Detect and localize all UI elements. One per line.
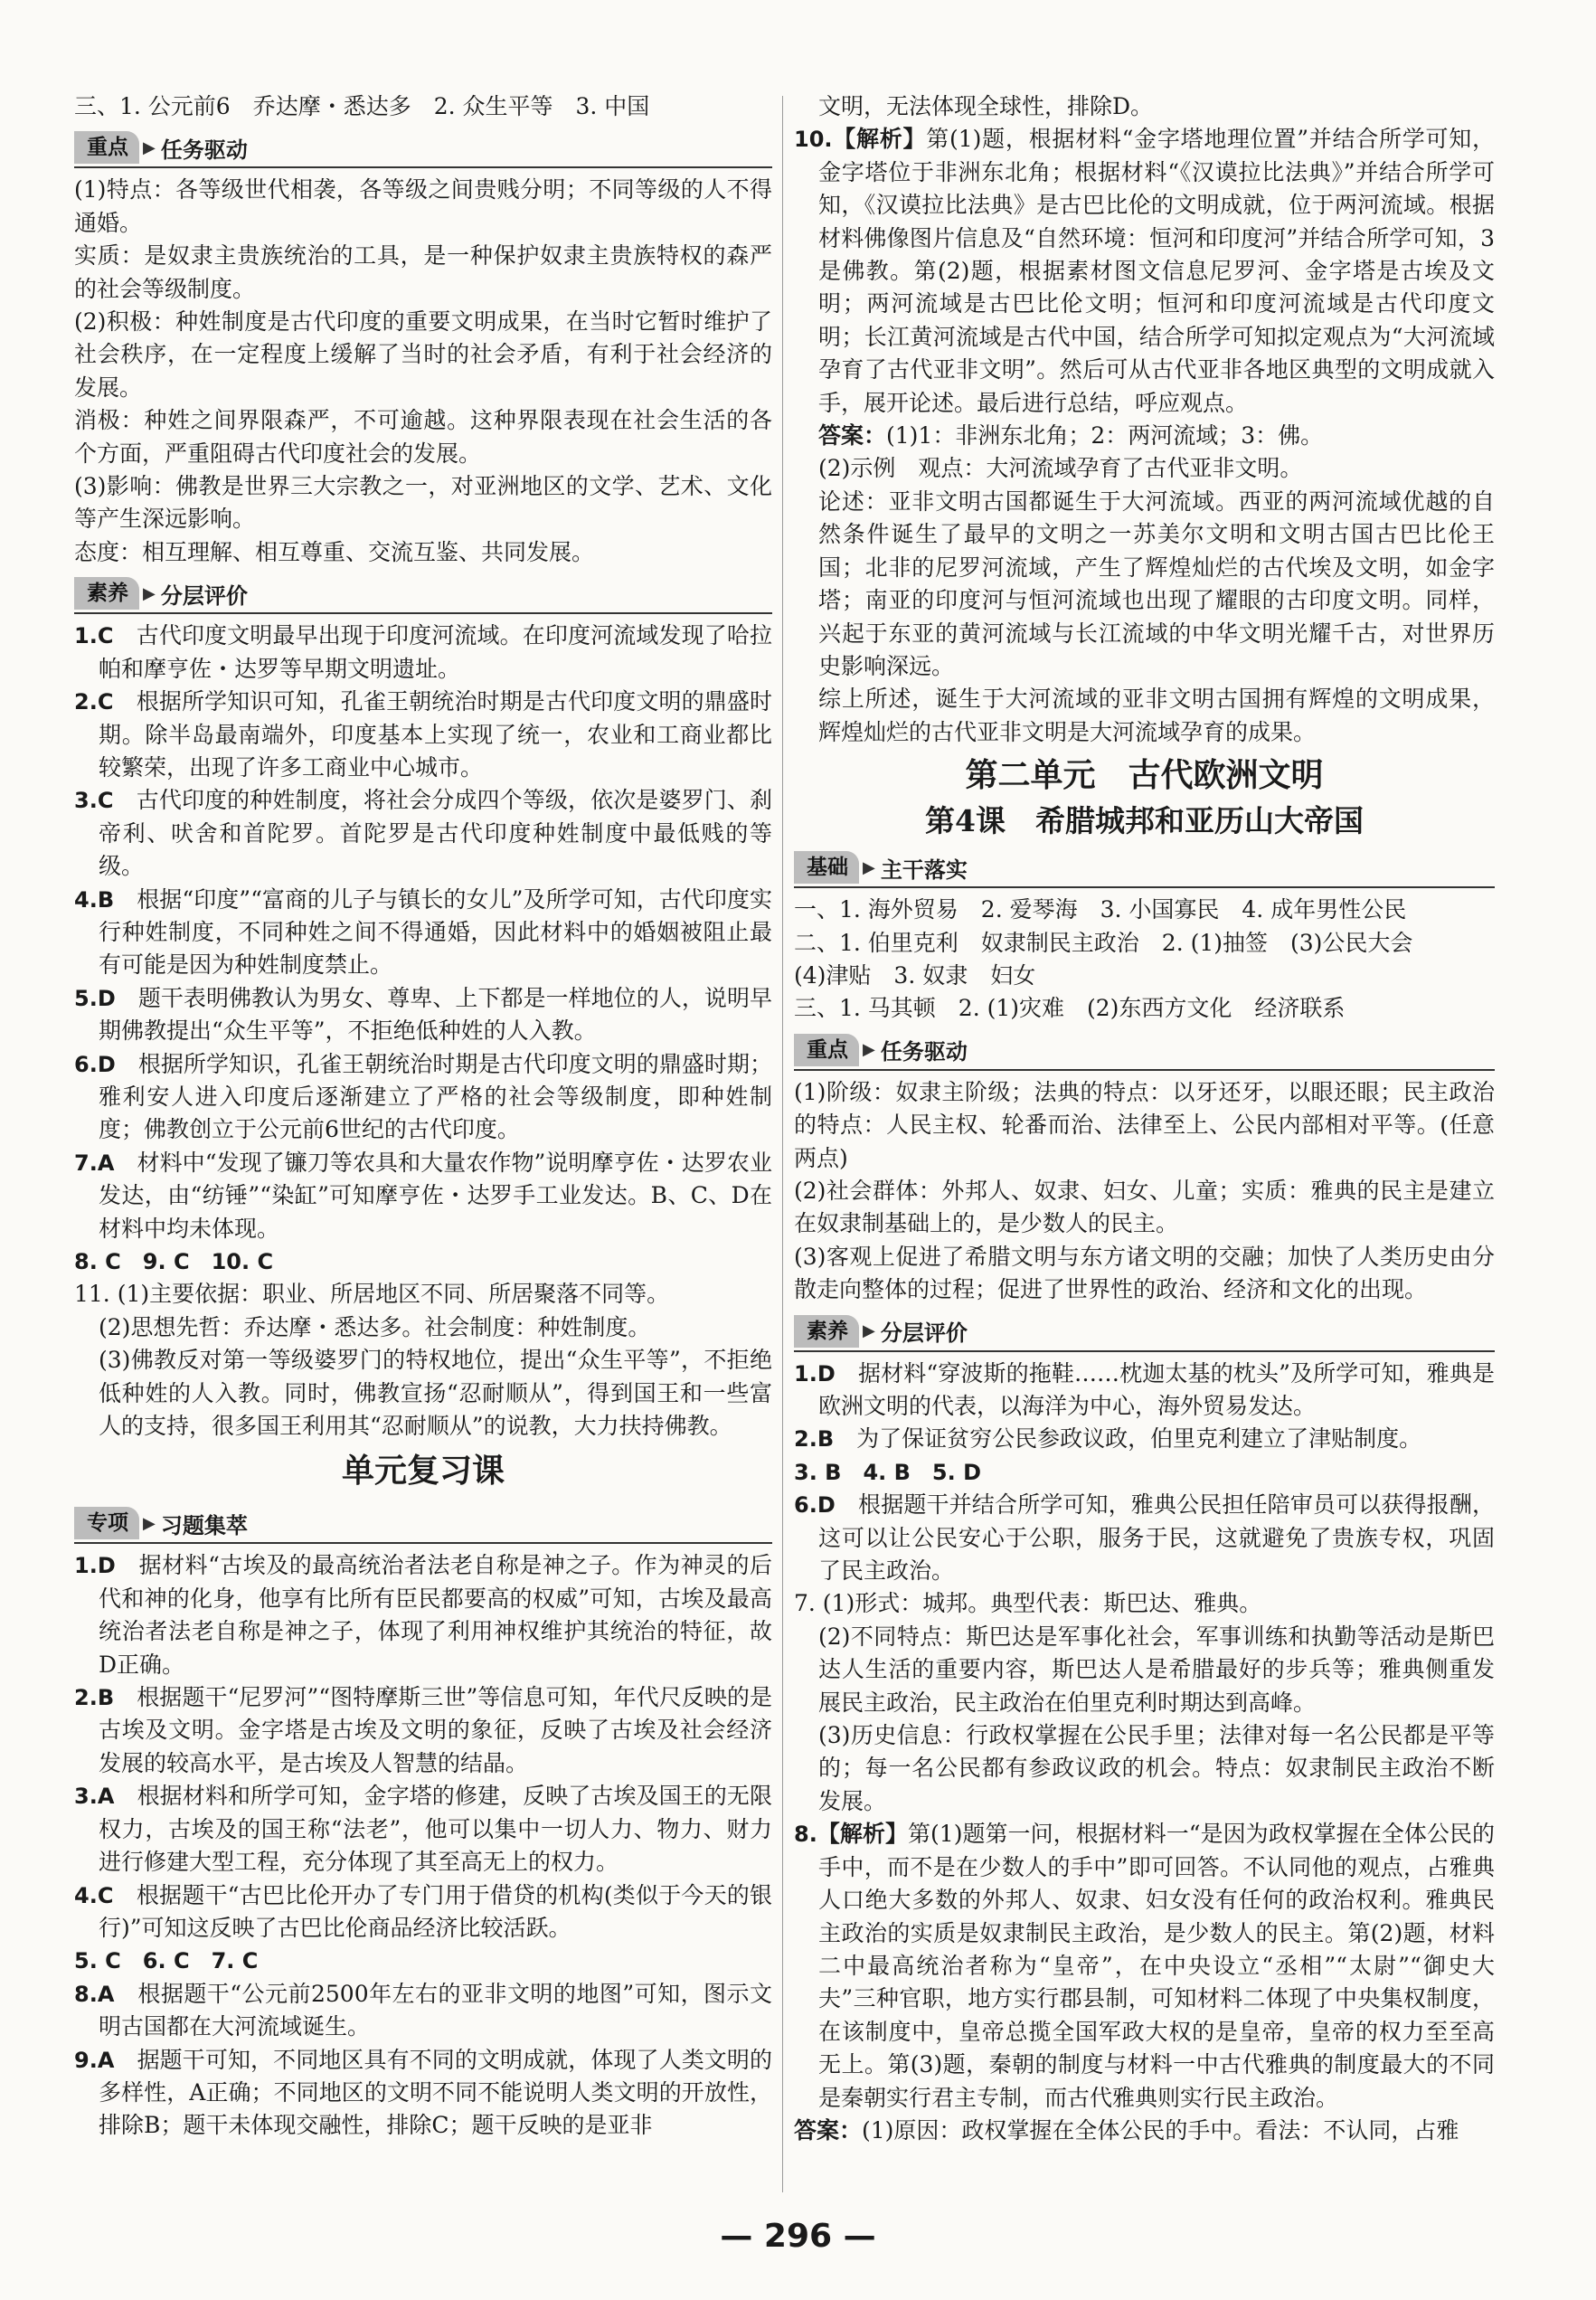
- triangle-right-icon: ▶: [863, 857, 875, 877]
- answer-line: (1)阶级：奴隶主阶级；法典的特点：以牙还牙，以眼还眼；民主政治的特点：人民主权、轮番而治、法律至上、公民内部相对平等。(任意两点): [794, 1078, 1495, 1171]
- question-7-line: 7. (1)形式：城邦。典型代表：斯巴达、雅典。: [794, 1590, 1262, 1617]
- section-title: 分层评价: [880, 1320, 968, 1347]
- section-tag: 重点: [74, 131, 139, 164]
- question-item: 2.B 为了保证贫穷公民参政议政，伯里克利建立了津贴制度。: [794, 1425, 1422, 1453]
- question-10-answer: 答案：(1)1：非洲东北角；2：两河流域；3：佛。: [818, 422, 1324, 450]
- question-item: 4.C 根据题干“古巴比伦开办了专门用于借贷的机构(类似于今天的银行)”可知这反映了古巴比伦商品经济比较活跃。: [74, 1881, 772, 1941]
- short-answers: 8. C 9. C 10. C: [74, 1249, 274, 1274]
- question-10-answer: (2)示例 观点：大河流域孕育了古代亚非文明。: [818, 455, 1303, 482]
- unit-title: 第二单元 古代欧洲文明: [965, 757, 1324, 795]
- triangle-right-icon: ▶: [143, 1513, 156, 1533]
- question-7-line: (3)历史信息：行政权掌握在公民手里；法律对每一名公民都是平等的；每一名公民都有参政议政的机会。特点：奴隶制民主政治不断发展。: [818, 1722, 1495, 1814]
- question-11-line: (3)佛教反对第一等级婆罗门的特权地位，提出“众生平等”，不拒绝低种姓的人入教。同时，佛教宣扬“忍耐顺从”，得到国王和一些富人的支持，很多国王利用其“忍耐顺从”的说教，大力扶持佛教。: [99, 1347, 772, 1440]
- question-item: 8.A 根据题干“公元前2500年左右的亚非文明的地图”可知，图示文明古国都在大河流域诞生。: [74, 1980, 772, 2040]
- question-10-summary: 综上所述，诞生于大河流域的亚非文明古国拥有辉煌的文明成果，辉煌灿烂的古代亚非文明是大河流域孕育的成果。: [818, 686, 1495, 745]
- page-number: — 296 —: [720, 2218, 876, 2255]
- left-column: [74, 90, 772, 2143]
- question-item: 9.A 据题干可知，不同地区具有不同的文明成就，体现了人类文明的多样性，A正确；不同地区的文明不同不能说明人类文明的开放性，排除B；题干未体现交融性，排除C；题干反映的是亚非: [74, 2046, 772, 2139]
- question-item: 1.D 据材料“古埃及的最高统治者法老自称是神之子。作为神灵的后代和神的化身，他享有比所有臣民都要高的权威”可知，古埃及最高统治者法老自称是神之子，体现了利用神权维护其统治的特征，故D正确。: [74, 1552, 772, 1678]
- question-8-answer: 答案：(1)原因：政权掌握在全体公民的手中。看法：不认同，占雅: [794, 2116, 1459, 2144]
- section-title: 分层评价: [160, 582, 248, 609]
- unit-review-title: 单元复习课: [341, 1453, 505, 1491]
- answer-line: (2)积极：种姓制度是古代印度的重要文明成果，在当时它暂时维护了社会秩序，在一定程度上缓解了当时的社会矛盾，有利于社会经济的发展。: [74, 308, 772, 401]
- section-header-suyang: [74, 574, 772, 614]
- question-item: 2.C 根据所学知识可知，孔雀王朝统治时期是古代印度文明的鼎盛时期。除半岛最南端外，印度基本上实现了统一，农业和工商业都比较繁荣，出现了许多工商业中心城市。: [74, 688, 772, 781]
- question-11-line: 11. (1)主要依据：职业、所居地区不同、所居聚落不同等。: [74, 1281, 670, 1308]
- question-8-analysis: 8.【解析】第(1)题第一问，根据材料一“是因为政权掌握在全体公民的手中，而不是在少数人的手中”即可回答。不认同他的观点，占雅典人口绝大多数的外邦人、奴隶、妇女没有任何的政治权利。雅典民主政治的实质是奴隶制民主政治，是少数人的民主。第(2)题，材料二中最高统治者称为“皇帝”，在中央设立“丞相”“太尉”“御史大夫”三种官职，地方实行郡县制，可知材料二体现了中央集权制度，在该制度中，皇帝总揽全国军政大权的是皇帝，皇帝的权力至至高无上。第(3)题，秦朝的制度与材料一中古代雅典的制度最大的不同是秦朝实行君主专制，而古代雅典则实行民主政治。: [794, 1821, 1495, 2111]
- question-item: 5.D 题干表明佛教认为男女、尊卑、上下都是一样地位的人，说明早期佛教提出“众生平等”，不拒绝低种姓的人入教。: [74, 984, 772, 1045]
- question-7-line: (2)不同特点：斯巴达是军事化社会，军事训练和执勤等活动是斯巴达人生活的重要内容，斯巴达人是希腊最好的步兵等；雅典侧重发展民主政治，民主政治在伯里克利时期达到高峰。: [818, 1623, 1495, 1716]
- triangle-right-icon: ▶: [143, 137, 156, 157]
- section-header-zhongdian: [794, 1031, 1495, 1071]
- answer-line: 实质：是奴隶主贵族统治的工具，是一种保护奴隶主贵族特权的森严的社会等级制度。: [74, 242, 772, 302]
- answer-line: (1)特点：各等级世代相袭，各等级之间贵贱分明；不同等级的人不得通婚。: [74, 176, 772, 236]
- section-tag: 基础: [794, 851, 859, 884]
- question-11-line: (2)思想先哲：乔达摩・悉达多。社会制度：种姓制度。: [99, 1313, 651, 1340]
- answer-line: 消极：种姓之间界限森严，不可逾越。这种界限表现在社会生活的各个方面，严重阻碍古代印度社会的发展。: [74, 407, 772, 467]
- section-header-suyang: [794, 1312, 1495, 1352]
- short-answers: 3. B 4. B 5. D: [794, 1459, 982, 1485]
- question-item: 1.D 据材料“穿波斯的拖鞋……枕迦太基的枕头”及所学可知，雅典是欧洲文明的代表，以海洋为中心，海外贸易发达。: [794, 1359, 1495, 1419]
- section-tag: 素养: [794, 1315, 859, 1348]
- section-header-jichu: [794, 848, 1495, 888]
- question-item: 3.A 根据材料和所学可知，金字塔的修建，反映了古埃及国王的无限权力，古埃及的国王称“法老”，他可以集中一切人力、物力、财力进行修建大型工程，充分体现了其至高无上的权力。: [74, 1783, 772, 1876]
- question-item: 6.D 根据题干并结合所学可知，雅典公民担任陪审员可以获得报酬，这可以让公民安心于公职，服务于民，这就避免了贵族专权，巩固了民主政治。: [794, 1491, 1495, 1585]
- question-item: 7.A 材料中“发现了镰刀等农具和大量农作物”说明摩亨佐・达罗农业发达，由“纺锤”“染缸”可知摩亨佐・达罗手工业发达。B、C、D在材料中均未体现。: [74, 1149, 772, 1242]
- triangle-right-icon: ▶: [863, 1321, 875, 1341]
- continued-text: 文明，无法体现全球性，排除D。: [818, 93, 1154, 119]
- question-item: 3.C 古代印度的种姓制度，将社会分成四个等级，依次是婆罗门、刹帝利、吠舍和首陀罗。首陀罗是古代印度种姓制度中最低贱的等级。: [74, 787, 772, 880]
- section-title: 任务驱动: [160, 137, 248, 163]
- section-tag: 重点: [794, 1034, 859, 1066]
- section-tag: 专项: [74, 1507, 139, 1539]
- section-title: 主干落实: [880, 857, 968, 883]
- question-10-argument: 论述：亚非文明古国都诞生于大河流域。西亚的两河流域优越的自然条件诞生了最早的文明之一苏美尔文明和文明古国古巴比伦王国；北非的尼罗河流域，产生了辉煌灿烂的古代埃及文明，如金字塔；南亚的印度河与恒河流域也出现了耀眼的古印度文明。同样，兴起于东亚的黄河流域与长江流域的中华文明光耀千古，对世界历史影响深远。: [818, 487, 1495, 679]
- question-item: 2.B 根据题干“尼罗河”“图特摩斯三世”等信息可知，年代尺反映的是古埃及文明。金字塔是古埃及文明的象征，反映了古埃及社会经济发展的较高水平，是古埃及人智慧的结晶。: [74, 1684, 772, 1776]
- triangle-right-icon: ▶: [143, 583, 156, 603]
- column-divider: [782, 96, 783, 2192]
- section-title: 习题集萃: [160, 1512, 248, 1538]
- question-item: 6.D 根据所学知识，孔雀王朝统治时期是古代印度文明的鼎盛时期；雅利安人进入印度后逐渐建立了严格的社会等级制度，即种姓制度；佛教创立于公元前6世纪的古代印度。: [74, 1050, 772, 1143]
- answer-line: (4)津贴 3. 奴隶 妇女: [794, 961, 1036, 989]
- lesson-title: 第4课 希腊城邦和亚历山大帝国: [925, 803, 1364, 839]
- answer-line: 三、1. 马其顿 2. (1)灾难 (2)东西方文化 经济联系: [794, 995, 1346, 1022]
- answer-line: 二、1. 伯里克利 奴隶制民主政治 2. (1)抽签 (3)公民大会: [794, 929, 1413, 956]
- question-10-analysis: 10.【解析】第(1)题，根据材料“金字塔地理位置”并结合所学可知，金字塔位于非洲东北角；根据材料“《汉谟拉比法典》”并结合所学可知，《汉谟拉比法典》是古巴比伦的文明成就，位于两河流域。根据材料佛像图片信息及“自然环境：恒河和印度河”并结合所学可知，3是佛教。第(2)题，根据素材图文信息尼罗河、金字塔是古埃及文明；两河流域是古巴比伦文明；恒河和印度河流域是古代印度文明；长江黄河流域是古代中国，结合所学可知拟定观点为“大河流域孕育了古代亚非文明”。然后可从古代亚非各地区典型的文明成就入手，展开论述。最后进行总结，呼应观点。: [794, 126, 1495, 416]
- intro-answers: 三、1. 公元前6 乔达摩・悉达多 2. 众生平等 3. 中国: [74, 93, 650, 119]
- triangle-right-icon: ▶: [863, 1040, 875, 1060]
- answer-line: 一、1. 海外贸易 2. 爱琴海 3. 小国寡民 4. 成年男性公民: [794, 896, 1407, 923]
- section-title: 任务驱动: [880, 1039, 968, 1065]
- right-column: [794, 90, 1495, 2147]
- answer-line: (3)影响：佛教是世界三大宗教之一，对亚洲地区的文学、艺术、文化等产生深远影响。: [74, 473, 772, 533]
- question-item: 4.B 根据“印度”“富商的儿子与镇长的女儿”及所学可知，古代印度实行种姓制度，不同种姓之间不得通婚，因此材料中的婚姻被阻止最有可能是因为种姓制度禁止。: [74, 885, 772, 979]
- answer-line: 态度：相互理解、相互尊重、交流互鉴、共同发展。: [74, 538, 595, 565]
- answer-line: (3)客观上促进了希腊文明与东方诸文明的交融；加快了人类历史由分散走向整体的过程；促进了世界性的政治、经济和文化的出现。: [794, 1243, 1495, 1303]
- question-item: 1.C 古代印度文明最早出现于印度河流域。在印度河流域发现了哈拉帕和摩亨佐・达罗等早期文明遗址。: [74, 622, 772, 682]
- short-answers: 5. C 6. C 7. C: [74, 1948, 259, 1974]
- section-tag: 素养: [74, 577, 139, 610]
- section-header-zhongdian: [74, 128, 772, 168]
- answer-line: (2)社会群体：外邦人、奴隶、妇女、儿童；实质：雅典的民主是建立在奴隶制基础上的，是少数人的民主。: [794, 1177, 1495, 1237]
- section-header-zhuanxiang: [74, 1504, 772, 1544]
